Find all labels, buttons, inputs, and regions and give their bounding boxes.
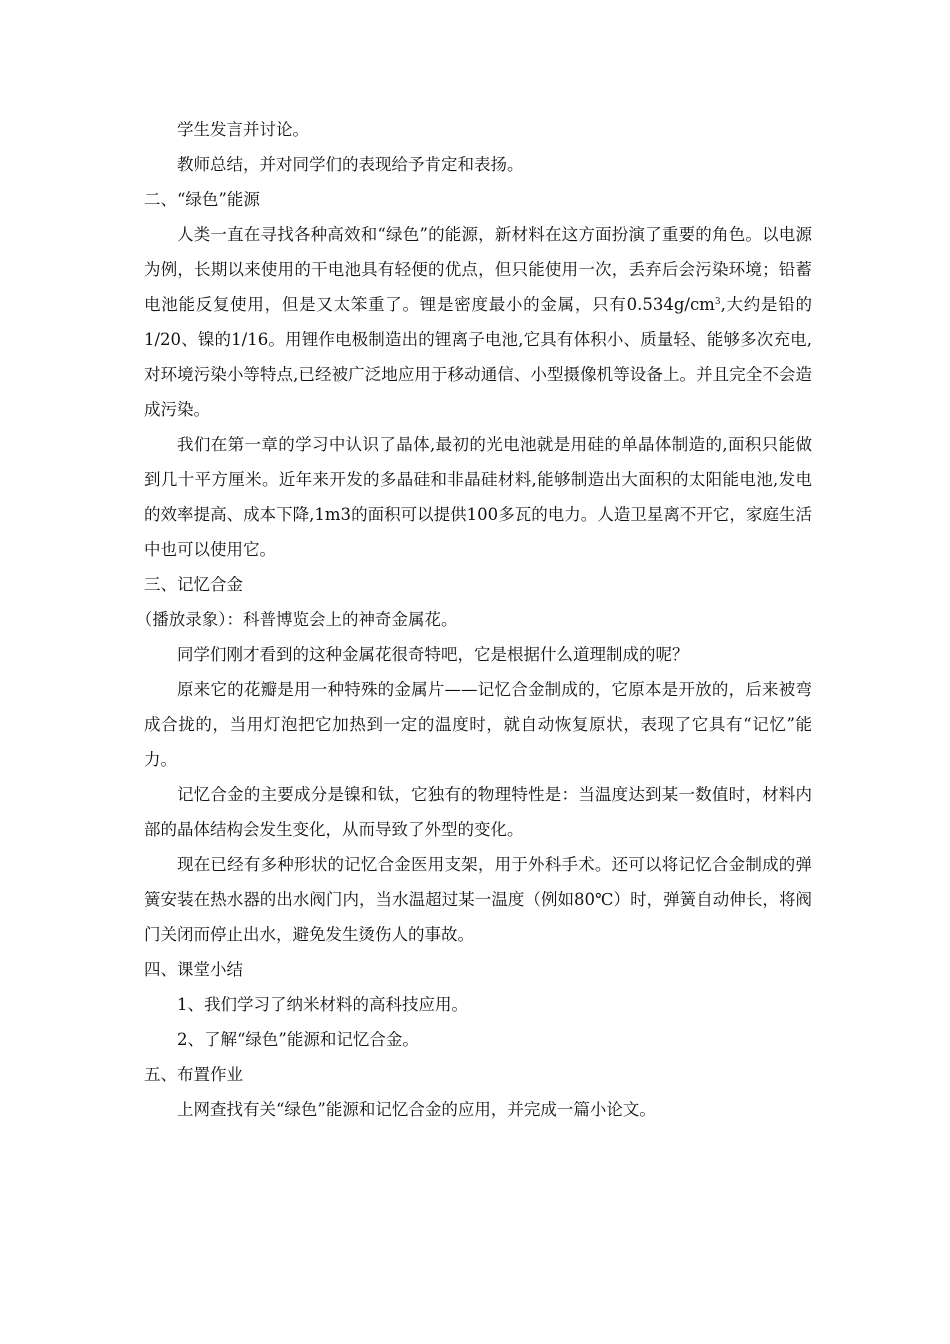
paragraph-question: 同学们刚才看到的这种金属花很奇特吧，它是根据什么道理制成的呢？ bbox=[177, 645, 689, 664]
heading-memory-alloy: 三、记忆合金 bbox=[144, 575, 243, 594]
document-body bbox=[135, 112, 812, 1127]
heading-homework: 五、布置作业 bbox=[144, 1065, 243, 1084]
superscript-cubic: 3 bbox=[714, 297, 721, 307]
paragraph-alloy-composition: 记忆合金的主要成分是镍和钛，它独有的物理特性是：当温度达到某一数值时，材料内部的晶体结构会发生变化，从而导致了外型的变化。 bbox=[144, 785, 812, 839]
paragraph-battery bbox=[144, 217, 812, 427]
summary-item-1: 1、我们学习了纳米材料的高科技应用。 bbox=[177, 995, 468, 1014]
paragraph-student-discussion: 学生发言并讨论。 bbox=[177, 120, 309, 139]
paragraph-battery-part1: 人类一直在寻找各种高效和“绿色”的能源，新材料在这方面扮演了重要的角色。以电源为例，长期以来使用的干电池具有轻便的优点，但只能使用一次，丢弃后会污染环境；铅蓄电池能反复使用，但是又太笨重了。锂是密度最小的金属，只有0.534g/cm bbox=[144, 225, 812, 314]
paragraph-homework: 上网查找有关“绿色”能源和记忆合金的应用，并完成一篇小论文。 bbox=[177, 1100, 656, 1119]
paragraph-solar-cell: 我们在第一章的学习中认识了晶体,最初的光电池就是用硅的单晶体制造的,面积只能做到几十平方厘米。近年来开发的多晶硅和非晶硅材料,能够制造出大面积的太阳能电池,发电的效率提高、成本下降,1m3的面积可以提供100多瓦的电力。人造卫星离不开它，家庭生活中也可以使用它。 bbox=[144, 435, 812, 559]
heading-green-energy: 二、“绿色”能源 bbox=[144, 190, 260, 209]
heading-class-summary: 四、课堂小结 bbox=[144, 960, 243, 979]
paragraph-metal-flower: 原来它的花瓣是用一种特殊的金属片——记忆合金制成的，它原本是开放的，后来被弯成合拢的，当用灯泡把它加热到一定的温度时，就自动恢复原状，表现了它具有“记忆”能力。 bbox=[144, 680, 812, 769]
summary-item-2: 2、了解“绿色”能源和记忆合金。 bbox=[177, 1030, 419, 1049]
paragraph-alloy-applications: 现在已经有多种形状的记忆合金医用支架，用于外科手术。还可以将记忆合金制成的弹簧安装在热水器的出水阀门内，当水温超过某一温度（例如80℃）时，弹簧自动伸长，将阀门关闭而停止出水，避免发生烫伤人的事故。 bbox=[144, 855, 812, 944]
paragraph-video: （播放录象）：科普博览会上的神奇金属花。 bbox=[135, 610, 458, 629]
paragraph-teacher-summary: 教师总结，并对同学们的表现给予肯定和表扬。 bbox=[177, 155, 524, 174]
paragraph-battery-part2: ,大约是铅的1/20、镍的1/16。用锂作电极制造出的锂离子电池,它具有体积小、质量轻、能够多次充电,对环境污染小等特点,已经被广泛地应用于移动通信、小型摄像机等设备上。并且完全不会造成污染。 bbox=[144, 295, 812, 419]
